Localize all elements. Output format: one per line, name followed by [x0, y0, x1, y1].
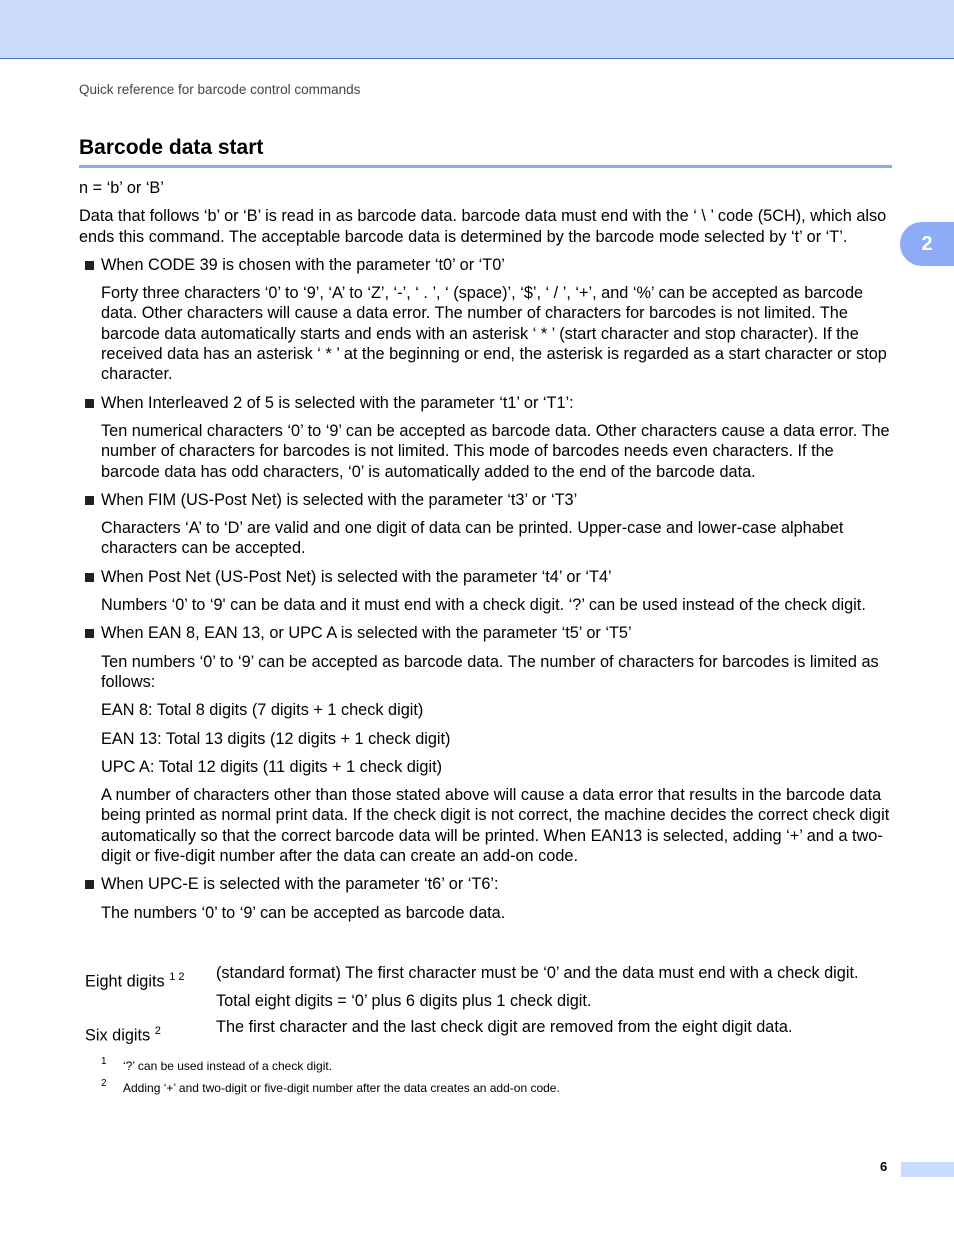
- definition-description: Total eight digits = ‘0’ plus 6 digits plus 1 check digit.: [216, 992, 592, 1010]
- bullet-heading: When EAN 8, EAN 13, or UPC A is selected with the parameter ‘t5’ or ‘T5’: [101, 624, 632, 643]
- bullet-heading: When FIM (US-Post Net) is selected with the parameter ‘t3’ or ‘T3’: [101, 490, 578, 509]
- footnote: [101, 1056, 881, 1081]
- main-content: [79, 178, 892, 923]
- bullet-ean-upc: [79, 623, 892, 643]
- bullet-body: Forty three characters ‘0’ to ‘9’, ‘A’ to ‘Z’, ‘-’, ‘ . ’, ‘ (space)’, ‘$’, ‘ / ’, ‘+’, and ‘%’ can be accepted as barcode data. Other characters will cause a data error. The number of characters for barcodes is not limited. The barcode data automatically starts and ends with an asterisk ‘ * ’ (start character and stop character). If the received data has an asterisk ‘ * ’ at the beginning or end, the asterisk is regarded as a start character or stop character.: [101, 284, 887, 384]
- square-bullet-icon: [85, 399, 94, 408]
- n-value-paragraph: n = ‘b’ or ‘B’: [79, 179, 164, 197]
- page-tab: [901, 1162, 954, 1177]
- square-bullet-icon: [85, 880, 94, 889]
- bullet-body: Characters ‘A’ to ‘D’ are valid and one digit of data can be printed. Upper-case and lower-case alphabet characters can be accepted.: [101, 519, 844, 558]
- page-number: 6: [880, 1159, 888, 1174]
- definition-term: [85, 967, 215, 992]
- ean13-line: EAN 13: Total 13 digits (12 digits + 1 check digit): [101, 729, 451, 748]
- running-header: Quick reference for barcode control commands: [79, 82, 361, 97]
- bullet-post-net: [79, 567, 892, 587]
- chapter-tab[interactable]: 2: [900, 222, 954, 266]
- bullet-body: The numbers ‘0’ to ‘9’ can be accepted as barcode data.: [101, 903, 506, 922]
- term-label: Eight digits: [85, 972, 165, 991]
- bullet-interleaved-2-of-5: [79, 393, 892, 413]
- bullet-heading: When UPC-E is selected with the parameter ‘t6’ or ‘T6’:: [101, 875, 499, 894]
- definition-row: [85, 963, 892, 991]
- definition-description: The first character and the last check digit are removed from the eight digit data.: [216, 1018, 793, 1036]
- definition-description: (standard format) The first character must be ‘0’ and the data must end with a check digit.: [216, 964, 859, 982]
- section-title: Barcode data start: [79, 136, 264, 159]
- definition-term: [85, 1021, 215, 1046]
- square-bullet-icon: [85, 573, 94, 582]
- bullet-body: Ten numerical characters ‘0’ to ‘9’ can be accepted as barcode data. Other characters cause a data error. The number of characters for barcodes is not limited. This mode of barcodes needs even characters. If the barcode data has odd characters, ‘0’ is automatically added to the end of the barcode data.: [101, 421, 890, 481]
- footnote-text: Adding ‘+’ and two-digit or five-digit number after the data creates an add-on code.: [123, 1081, 560, 1095]
- definition-row: [85, 1017, 892, 1043]
- upca-line: UPC A: Total 12 digits (11 digits + 1 check digit): [101, 757, 443, 776]
- square-bullet-icon: [85, 496, 94, 505]
- intro-paragraph: Data that follows ‘b’ or ‘B’ is read in as barcode data. barcode data must end with the ‘ \ ’ code (5CH), which also ends this command. The acceptable barcode data is determined by the barcode mode selected by ‘t’ or ‘T’.: [79, 207, 887, 246]
- footnote-number: 2: [101, 1078, 107, 1089]
- ean8-line: EAN 8: Total 8 digits (7 digits + 1 check digit): [101, 701, 424, 720]
- term-label: Six digits: [85, 1026, 151, 1045]
- definition-row: [85, 991, 892, 1017]
- bullet-fim: [79, 490, 892, 510]
- bullet-body: Ten numbers ‘0’ to ‘9’ can be accepted as barcode data. The number of characters for barcodes is limited as follows:: [101, 652, 879, 691]
- title-rule: [79, 165, 892, 168]
- bullet-heading: When Post Net (US-Post Net) is selected with the parameter ‘t4’ or ‘T4’: [101, 567, 612, 586]
- footnote-reference[interactable]: 1 2: [169, 971, 185, 983]
- footnote-text: ‘?’ can be used instead of a check digit.: [123, 1059, 333, 1073]
- bullet-heading: When CODE 39 is chosen with the parameter ‘t0’ or ‘T0’: [101, 255, 505, 274]
- bullet-heading: When Interleaved 2 of 5 is selected with the parameter ‘t1’ or ‘T1’:: [101, 393, 574, 412]
- bullet-code39: [79, 255, 892, 275]
- square-bullet-icon: [85, 261, 94, 270]
- footnotes: [101, 1056, 881, 1103]
- footnote-number: 1: [101, 1056, 107, 1067]
- top-band: [0, 0, 954, 59]
- bullet-body: Numbers ‘0’ to ‘9' can be data and it must end with a check digit. ‘?’ can be used instead of the check digit.: [101, 596, 866, 615]
- digits-definition-table: [85, 963, 892, 1043]
- footnote-reference[interactable]: 2: [154, 1025, 161, 1037]
- bullet-body: A number of characters other than those stated above will cause a data error that results in the barcode data being printed as normal print data. If the check digit is not correct, the machine decides the correct check digit automatically so that the correct barcode data will be printed. When EAN13 is selected, adding ‘+’ and a two-digit or five-digit number after the data can create an add-on code.: [101, 786, 890, 866]
- square-bullet-icon: [85, 629, 94, 638]
- bullet-upc-e: [79, 874, 892, 894]
- footnote: [101, 1078, 881, 1103]
